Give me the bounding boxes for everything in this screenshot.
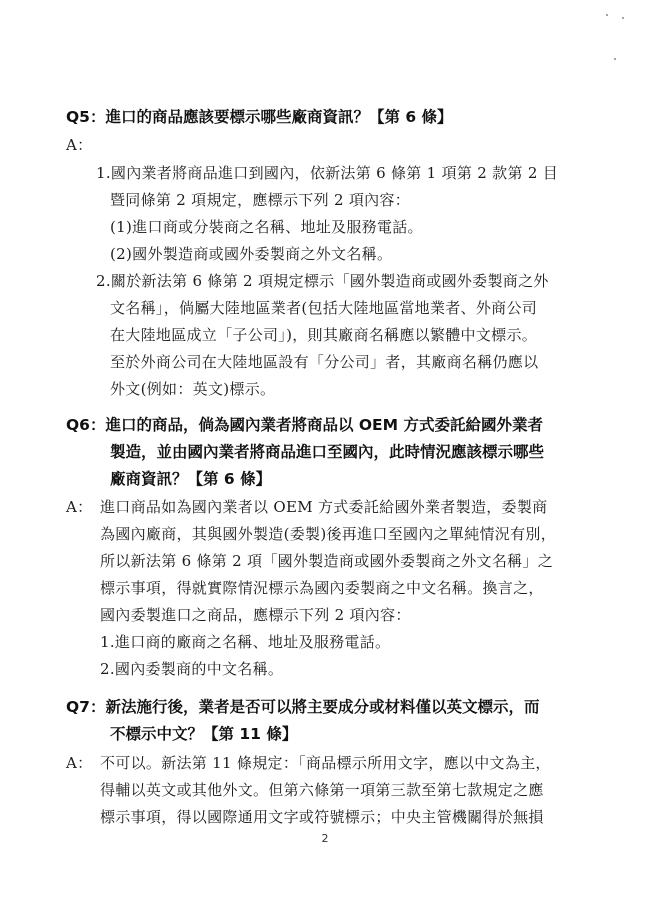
page-number: 2 [321, 832, 329, 845]
question-q7 [66, 694, 606, 748]
scan-speck [606, 14, 608, 16]
question-q6 [66, 412, 606, 493]
answer-line: (2)國外製造商或國外委製商之外文名稱。 [110, 245, 393, 263]
question-text: 不標示中文？【第 11 條】 [110, 725, 298, 743]
question-text: 進口的商品應該要標示哪些廠商資訊？【第 6 條】 [105, 108, 453, 126]
answer-line: 文名稱」，倘屬大陸地區業者(包括大陸地區當地業者、外商公司 [110, 299, 538, 317]
answer-line: 在大陸地區成立「子公司」)，則其廠商名稱應以繁體中文標示。 [110, 326, 538, 344]
answer-line: 2.國內委製商的中文名稱。 [100, 660, 284, 678]
question-number: Q7： [66, 698, 106, 716]
answer-line: 國內委製進口之商品，應標示下列 2 項內容： [100, 606, 411, 624]
scan-speck [614, 58, 616, 60]
answer-line: 標示事項，得就實際情況標示為國內委製商之中文名稱。換言之， [100, 579, 544, 597]
answer-line: 為國內廠商，其與國外製造(委製)後再進口至國內之單純情況有別， [100, 525, 557, 543]
question-text: 廠商資訊？【第 6 條】 [110, 470, 272, 488]
question-text: 進口的商品，倘為國內業者將商品以 OEM 方式委託給國外業者 [105, 416, 543, 434]
question-text: 製造，並由國內業者將商品進口至國內，此時情況應該標示哪些 [110, 443, 545, 461]
answer-line: 1.國內業者將商品進口到國內，依新法第 6 條第 1 項第 2 款第 2 目 [96, 164, 559, 182]
answer-label: A： [66, 136, 93, 154]
answer-line: 進口商品如為國內業者以 OEM 方式委託給國外業者製造，委製商 [100, 498, 548, 516]
answer-line: 1.進口商的廠商之名稱、地址及服務電話。 [100, 633, 391, 651]
answer-line: (1)進口商或分裝商之名稱、地址及服務電話。 [110, 218, 423, 236]
question-q5 [66, 104, 606, 131]
answer-label: A： [66, 498, 93, 516]
answer-line: 至於外商公司在大陸地區設有「分公司」者，其廠商名稱仍應以 [110, 353, 539, 371]
answer-line: 標示事項，得以國際通用文字或符號標示；中央主管機關得於無損 [100, 808, 544, 826]
answer-line: 外文(例如：英文)標示。 [110, 380, 276, 398]
answer-line: 所以新法第 6 條第 2 項「國外製造商或國外委製商之外文名稱」之 [100, 552, 554, 570]
answer-line: 2.關於新法第 6 條第 2 項規定標示「國外製造商或國外委製商之外 [96, 272, 549, 290]
scan-speck [622, 17, 624, 19]
answer-line: 不可以。新法第 11 條規定：「商品標示所用文字，應以中文為主， [100, 754, 551, 772]
question-number: Q6： [66, 416, 106, 434]
answer-label: A： [66, 754, 93, 772]
question-number: Q5： [66, 108, 106, 126]
question-text: 新法施行後，業者是否可以將主要成分或材料僅以英文標示，而 [105, 698, 540, 716]
answer-line: 得輔以英文或其他外文。但第六條第一項第三款至第七款規定之應 [100, 781, 544, 799]
answer-line: 暨同條第 2 項規定，應標示下列 2 項內容： [110, 191, 411, 209]
